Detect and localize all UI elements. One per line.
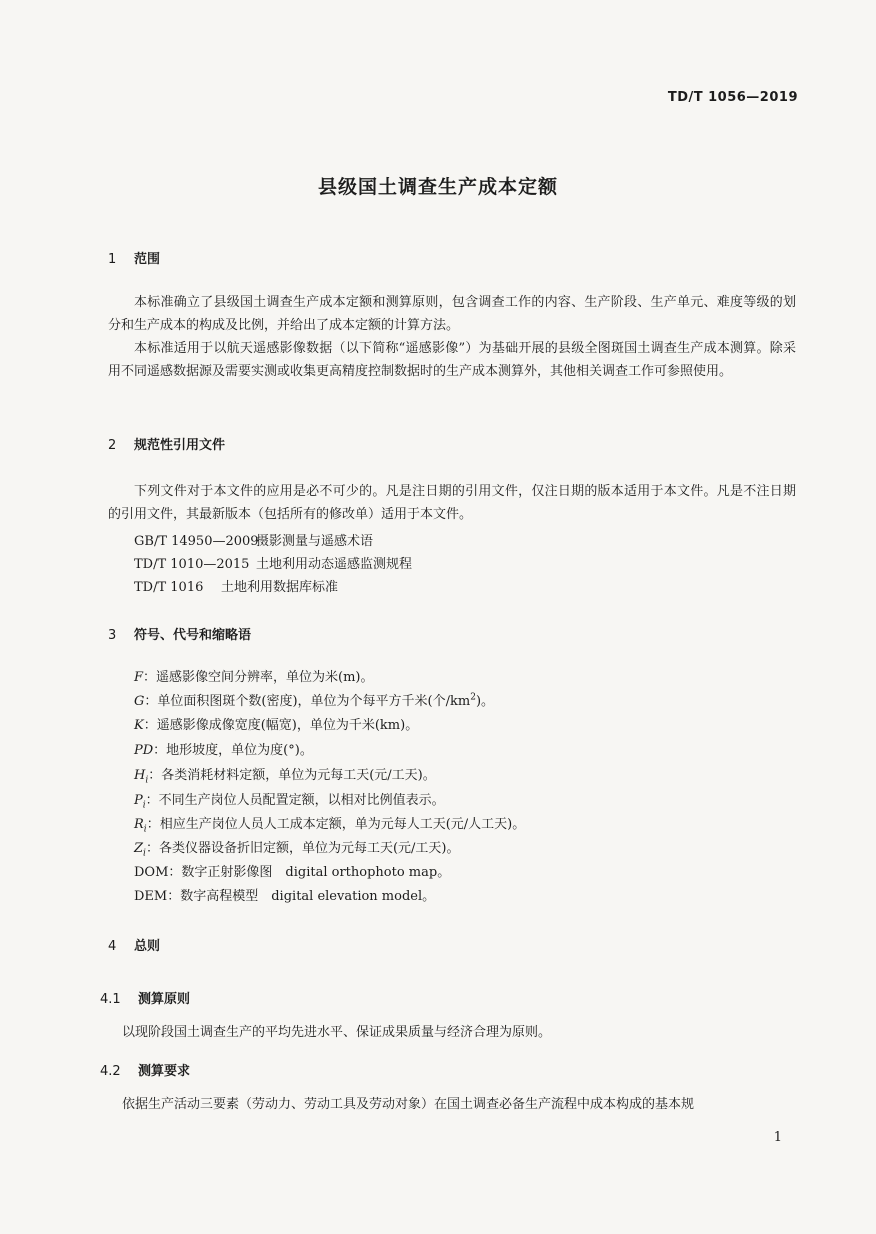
symbol-description: ：地形坡度，单位为度(°)。 bbox=[153, 743, 313, 758]
subsection-4-1-text: 以现阶段国土调查生产的平均先进水平、保证成果质量与经济合理为原则。 bbox=[122, 1025, 552, 1040]
reference-code: TD/T 1010—2015 bbox=[134, 557, 250, 572]
superscript: 2 bbox=[470, 692, 476, 703]
subscript: i bbox=[143, 824, 147, 835]
section-number: 4 bbox=[108, 939, 117, 954]
symbol-description: ：不同生产岗位人员配置定额，以相对比例值表示。 bbox=[145, 793, 445, 808]
subsection-title: 测算要求 bbox=[138, 1064, 191, 1079]
subscript: i bbox=[142, 800, 146, 811]
reference-code: GB/T 14950—2009 bbox=[134, 534, 259, 549]
symbol-item bbox=[134, 764, 436, 786]
symbol-description: ：相应生产岗位人员人工成本定额，单为元每人工天(元/人工天)。 bbox=[146, 817, 526, 832]
symbol-description: ：数字高程模型 digital elevation model。 bbox=[167, 889, 436, 904]
symbol-item bbox=[134, 690, 494, 709]
subsection-title: 测算原则 bbox=[138, 992, 191, 1007]
section-title: 符号、代号和缩略语 bbox=[134, 628, 252, 643]
symbol-item bbox=[134, 714, 418, 733]
section-2-heading bbox=[108, 434, 225, 453]
subscript: i bbox=[143, 848, 146, 859]
symbol: F bbox=[134, 670, 144, 685]
section-2-paragraph: 下列文件对于本文件的应用是必不可少的。凡是注日期的引用文件，仅注日期的版本适用于本文件。凡是不注日期的引用文件，其最新版本（包括所有的修改单）适用于本文件。 bbox=[108, 484, 796, 522]
symbol: DEM bbox=[134, 889, 168, 904]
symbol-item bbox=[134, 861, 450, 880]
subsection-4-2-text: 依据生产活动三要素（劳动力、劳动工具及劳动对象）在国土调查必备生产流程中成本构成的基本规 bbox=[122, 1097, 695, 1112]
symbol-item bbox=[134, 666, 374, 685]
symbol: Z bbox=[134, 841, 144, 856]
subscript: i bbox=[145, 775, 149, 786]
section-3-heading bbox=[108, 624, 251, 643]
symbol-item bbox=[134, 789, 445, 811]
section-number: 1 bbox=[108, 252, 117, 267]
symbol-item bbox=[134, 739, 313, 758]
section-4-heading bbox=[108, 935, 160, 954]
section-title: 规范性引用文件 bbox=[134, 438, 226, 453]
reference-item bbox=[134, 553, 412, 572]
document-code: TD/T 1056—2019 bbox=[667, 90, 798, 105]
symbol-description: ：遥感影像成像宽度(幅宽)，单位为千米(km)。 bbox=[143, 718, 419, 733]
section-1-paragraph-1: 本标准确立了县级国土调查生产成本定额和测算原则，包含调查工作的内容、生产阶段、生产单元、难度等级的划分和生产成本的构成及比例，并给出了成本定额的计算方法。 bbox=[108, 295, 796, 333]
reference-name: 土地利用动态遥感监测规程 bbox=[256, 557, 413, 572]
symbol-description: ：各类消耗材料定额，单位为元每工天(元/工天)。 bbox=[148, 768, 436, 783]
symbol: PD bbox=[134, 743, 154, 758]
reference-item bbox=[134, 530, 373, 549]
symbol: G bbox=[134, 694, 145, 709]
symbol-item bbox=[134, 837, 459, 859]
symbol-description: ：数字正射影像图 digital orthophoto map。 bbox=[168, 865, 451, 880]
document-title: 县级国土调查生产成本定额 bbox=[317, 176, 558, 198]
reference-name: 摄影测量与遥感术语 bbox=[256, 534, 374, 549]
subsection-number: 4.1 bbox=[100, 992, 121, 1007]
section-number: 3 bbox=[108, 628, 117, 643]
symbol-description: ：遥感影像空间分辨率，单位为米(m)。 bbox=[143, 670, 374, 685]
section-title: 总则 bbox=[134, 939, 161, 954]
subsection-4-1-heading bbox=[100, 988, 190, 1007]
reference-item bbox=[134, 576, 338, 595]
reference-code: TD/T 1016 bbox=[134, 580, 204, 595]
symbol: DOM bbox=[134, 865, 169, 880]
section-1-paragraph-2: 本标准适用于以航天遥感影像数据（以下简称“遥感影像”）为基础开展的县级全图斑国土调查生产成本测算。除采用不同遥感数据源及需要实测或收集更高精度控制数据时的生产成本测算外，其他相关调查工作可参照使用。 bbox=[108, 341, 796, 379]
symbol-item bbox=[134, 813, 525, 835]
symbol: K bbox=[134, 718, 144, 733]
symbol-item bbox=[134, 885, 435, 904]
symbol: R bbox=[134, 817, 144, 832]
subsection-number: 4.2 bbox=[100, 1064, 121, 1079]
symbol-description: ：各类仪器设备折旧定额，单位为元每工天(元/工天)。 bbox=[145, 841, 460, 856]
symbol: P bbox=[134, 793, 143, 808]
symbol-description: ：单位面积图斑个数(密度)，单位为个每平方千米(个/km bbox=[144, 694, 471, 709]
symbol: H bbox=[134, 768, 146, 783]
section-title: 范围 bbox=[134, 252, 161, 267]
page-number: 1 bbox=[773, 1130, 782, 1145]
reference-name: 土地利用数据库标准 bbox=[221, 580, 339, 595]
subsection-4-2-heading bbox=[100, 1060, 190, 1079]
symbol-description-tail: )。 bbox=[475, 694, 495, 709]
section-1-heading bbox=[108, 248, 160, 267]
section-number: 2 bbox=[108, 438, 117, 453]
